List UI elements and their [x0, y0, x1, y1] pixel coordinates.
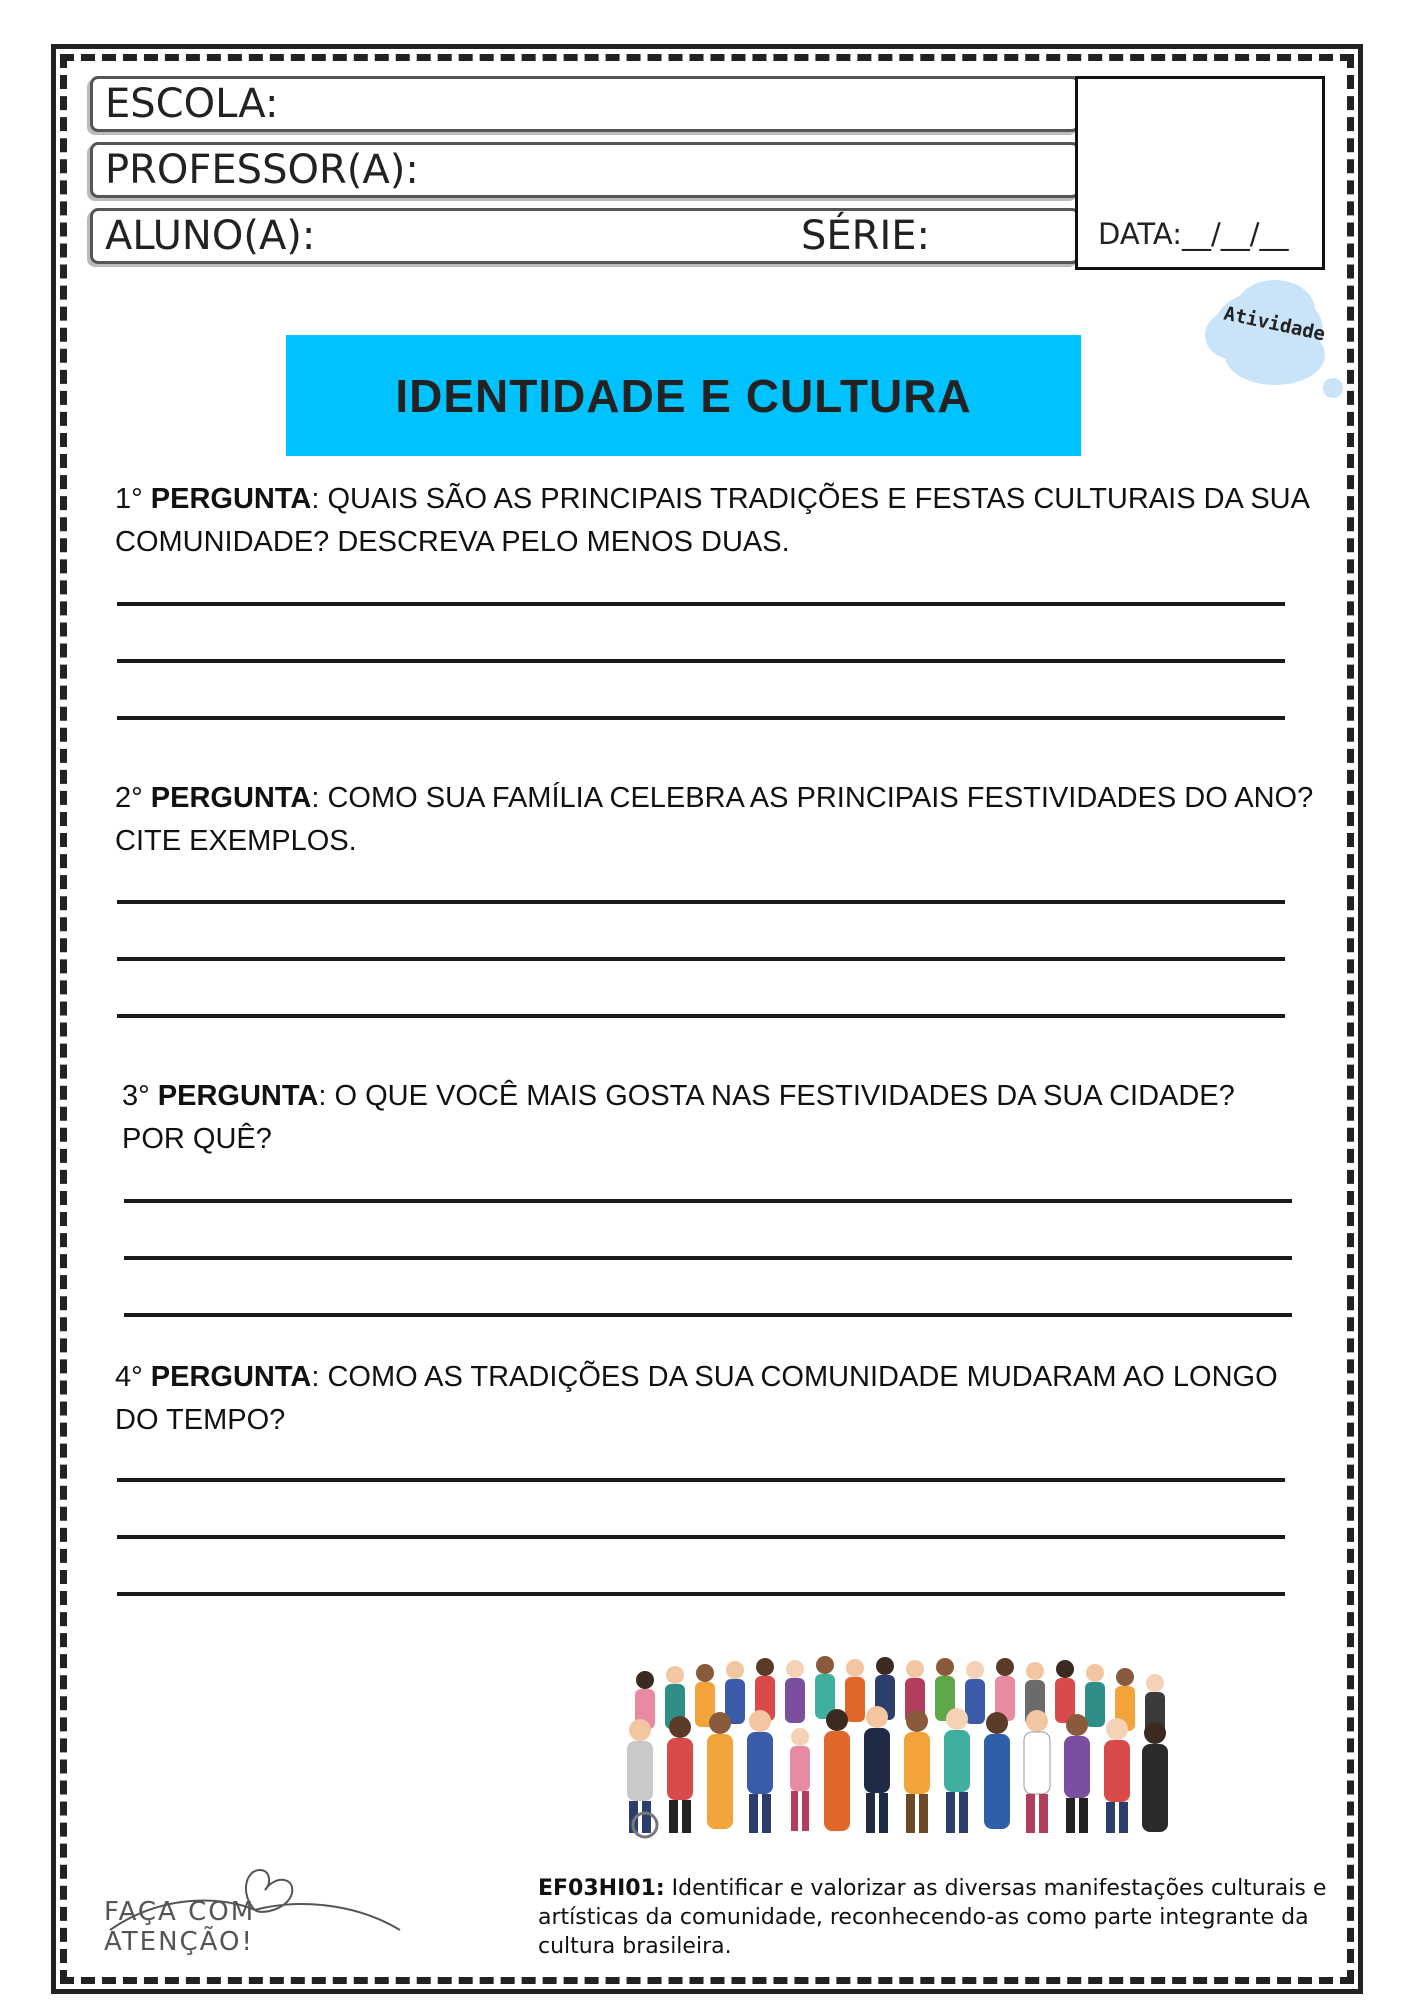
professor-label: PROFESSOR(A): — [105, 147, 419, 193]
answer-line[interactable] — [117, 716, 1285, 720]
date-box[interactable] — [1075, 76, 1325, 270]
question-2 — [115, 777, 1315, 863]
answer-line[interactable] — [117, 1014, 1285, 1018]
answer-line[interactable] — [117, 1478, 1285, 1482]
answer-line[interactable] — [124, 1199, 1292, 1203]
question-text: : COMO SUA FAMÍLIA CELEBRA AS PRINCIPAIS FESTIVIDADES DO ANO? CITE EXEMPLOS. — [115, 782, 1314, 857]
question-number: 1° — [115, 483, 143, 515]
skill-code: EF03HI01: — [538, 1876, 665, 1901]
question-4 — [115, 1356, 1315, 1442]
skill-description — [538, 1874, 1338, 1961]
atividade-badge — [1205, 280, 1345, 405]
question-keyword: PERGUNTA — [157, 1080, 319, 1112]
answer-line[interactable] — [124, 1313, 1292, 1317]
question-keyword: PERGUNTA — [150, 782, 312, 814]
question-number: 4° — [115, 1361, 143, 1393]
professor-field[interactable] — [90, 142, 1080, 198]
serie-label: SÉRIE: — [801, 213, 931, 259]
answer-line[interactable] — [117, 1535, 1285, 1539]
title-banner — [286, 335, 1081, 456]
answer-line[interactable] — [117, 900, 1285, 904]
people-crowd-illustration — [615, 1655, 1185, 1840]
date-label: DATA:__/__/__ — [1098, 217, 1289, 251]
answer-line[interactable] — [117, 602, 1285, 606]
answer-line[interactable] — [117, 1592, 1285, 1596]
aluno-label: ALUNO(A): — [105, 213, 316, 259]
question-3 — [122, 1075, 1252, 1161]
escola-label: ESCOLA: — [105, 81, 279, 127]
question-text: : QUAIS SÃO AS PRINCIPAIS TRADIÇÕES E FESTAS CULTURAIS DA SUA COMUNIDADE? DESCREVA PELO MENOS DUAS. — [115, 483, 1309, 558]
question-text: : COMO AS TRADIÇÕES DA SUA COMUNIDADE MUDARAM AO LONGO DO TEMPO? — [115, 1361, 1278, 1436]
question-1 — [115, 478, 1315, 564]
escola-field[interactable] — [90, 76, 1080, 132]
page-title: IDENTIDADE E CULTURA — [395, 369, 972, 422]
question-keyword: PERGUNTA — [150, 483, 312, 515]
crowd-figures — [627, 1656, 1168, 1837]
question-number: 2° — [115, 782, 143, 814]
question-number: 3° — [122, 1080, 150, 1112]
logo-text: FAÇA COM ATENÇÃO! — [104, 1897, 256, 1957]
answer-line[interactable] — [117, 957, 1285, 961]
faca-com-atencao-logo — [100, 1855, 410, 1965]
answer-line[interactable] — [117, 659, 1285, 663]
atividade-label: Atividade — [1221, 302, 1328, 346]
aluno-field[interactable] — [90, 208, 1080, 264]
question-text: : O QUE VOCÊ MAIS GOSTA NAS FESTIVIDADES DA SUA CIDADE? POR QUÊ? — [122, 1080, 1235, 1155]
answer-line[interactable] — [124, 1256, 1292, 1260]
question-keyword: PERGUNTA — [150, 1361, 312, 1393]
skill-text: Identificar e valorizar as diversas manifestações culturais e artísticas da comunidade, reconhecendo-as como parte integrante da cultura brasileira. — [538, 1876, 1327, 1959]
